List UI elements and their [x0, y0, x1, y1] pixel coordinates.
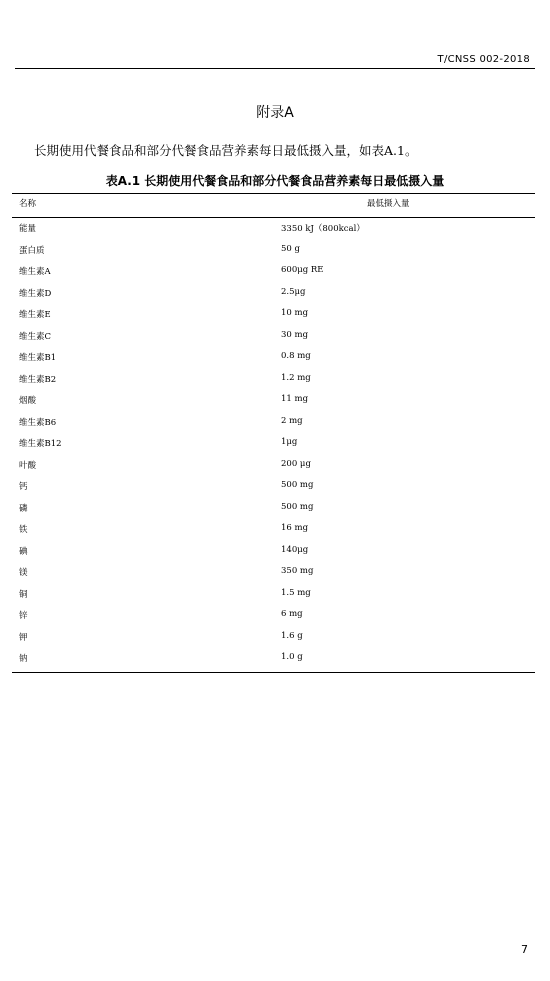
table-caption: 表A.1 长期使用代餐食品和部分代餐食品营养素每日最低摄入量 — [105, 174, 445, 188]
min-intake-value: 500 mg — [281, 480, 314, 490]
table-row — [12, 541, 535, 563]
appendix-title: 附录A — [256, 105, 294, 121]
table-row — [12, 326, 535, 348]
min-intake-value: 600μg RE — [281, 265, 324, 275]
min-intake-value: 3350 kJ（800kcal） — [281, 224, 365, 234]
min-intake-value: 2.5μg — [281, 286, 306, 297]
nutrient-name: 钙 — [19, 482, 28, 492]
nutrient-name: 烟酸 — [19, 396, 37, 406]
table-row — [12, 304, 535, 326]
nutrient-name: 铁 — [19, 525, 28, 535]
table-row — [12, 627, 535, 649]
table-row — [12, 455, 535, 477]
table-top-rule — [12, 193, 535, 194]
nutrient-name: 钠 — [19, 654, 28, 664]
nutrient-name: 锌 — [19, 611, 28, 621]
min-intake-value: 0.8 mg — [281, 351, 311, 361]
table-row — [12, 433, 535, 455]
nutrient-name: 碘 — [19, 546, 28, 557]
table-row — [12, 605, 535, 627]
table-row — [12, 648, 535, 670]
table-row — [12, 562, 535, 584]
table-bottom-rule — [12, 672, 535, 673]
table-row — [12, 218, 535, 240]
table-row — [12, 369, 535, 391]
page-number: 7 — [521, 943, 528, 956]
nutrient-name: 钾 — [19, 632, 28, 643]
nutrient-name: 维生素B6 — [19, 417, 57, 428]
table-row — [12, 476, 535, 498]
min-intake-value: 11 mg — [281, 394, 309, 404]
column-header-name: 名称 — [19, 199, 37, 209]
min-intake-value: 200 μg — [281, 458, 311, 469]
table-row — [12, 283, 535, 305]
header-rule — [15, 68, 535, 69]
nutrient-name: 蛋白质 — [19, 245, 45, 256]
min-intake-value: 10 mg — [281, 308, 309, 318]
min-intake-value: 140μg — [281, 544, 309, 555]
table-row — [12, 347, 535, 369]
nutrient-name: 叶酸 — [19, 460, 37, 471]
min-intake-value: 30 mg — [281, 329, 309, 340]
standard-code: T/CNSS 002-2018 — [437, 54, 530, 65]
nutrient-name: 维生素C — [19, 331, 52, 342]
nutrient-name: 磷 — [19, 503, 28, 514]
nutrient-name: 镁 — [19, 568, 28, 578]
table-row — [12, 261, 535, 283]
min-intake-value: 1.0 g — [281, 652, 303, 662]
min-intake-value: 350 mg — [281, 566, 314, 576]
nutrient-table-body — [12, 218, 535, 670]
min-intake-value: 6 mg — [281, 609, 303, 619]
nutrient-name: 铜 — [19, 589, 28, 600]
nutrient-name: 能量 — [19, 224, 37, 234]
nutrient-name: 维生素B1 — [19, 353, 57, 363]
min-intake-value: 500 mg — [281, 501, 314, 512]
table-row — [12, 390, 535, 412]
table-row — [12, 498, 535, 520]
min-intake-value: 50 g — [281, 243, 300, 254]
min-intake-value: 1.5 mg — [281, 587, 311, 598]
column-header-min-intake: 最低摄入量 — [367, 199, 410, 209]
min-intake-value: 1μg — [281, 437, 298, 447]
min-intake-value: 1.2 mg — [281, 372, 311, 383]
min-intake-value: 2 mg — [281, 415, 303, 426]
intro-text: 长期使用代餐食品和部分代餐食品营养素每日最低摄入量，如表A.1。 — [34, 143, 418, 158]
nutrient-name: 维生素D — [19, 288, 52, 299]
min-intake-value: 16 mg — [281, 523, 309, 533]
table-row — [12, 584, 535, 606]
nutrient-name: 维生素B2 — [19, 374, 57, 385]
min-intake-value: 1.6 g — [281, 630, 303, 641]
nutrient-name: 维生素B12 — [19, 439, 62, 449]
table-row — [12, 240, 535, 262]
table-row — [12, 412, 535, 434]
table-row — [12, 519, 535, 541]
nutrient-name: 维生素A — [19, 267, 51, 277]
nutrient-name: 维生素E — [19, 310, 51, 320]
